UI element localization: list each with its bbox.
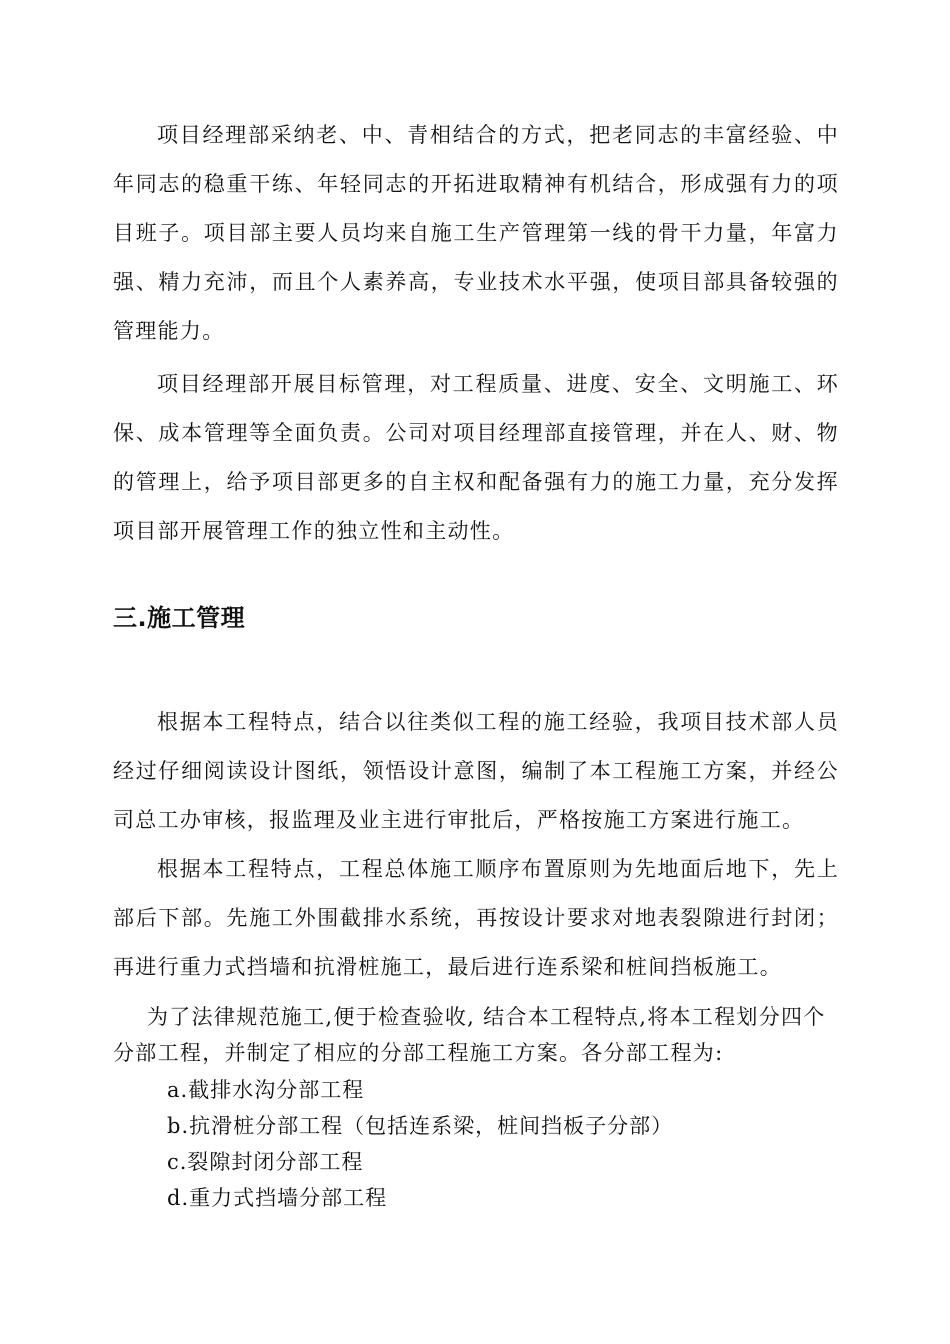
list-item: a.截排水沟分部工程 — [167, 1078, 365, 1102]
team-composition-paragraph: 项目经理部采纳老、中、青相结合的方式，把老同志的丰富经验、中年同志的稳重干练、年轻同志的开拓进取精神有机结合，形成强有力的项目班子。项目部主要人员均来自施工生产管理第一线的骨干力量，年富力强、精力充沛，而且个人素养高，专业技术水平强，使项目部具备较强的管理能力。 — [113, 123, 839, 343]
target-management-paragraph: 项目经理部开展目标管理，对工程质量、进度、安全、文明施工、环保、成本管理等全面负责。公司对项目经理部直接管理，并在人、财、物的管理上，给予项目部更多的自主权和配备强有力的施工力量，充分发挥项目部开展管理工作的独立性和主动性。 — [113, 372, 839, 543]
list-item: b.抗滑桩分部工程（包括连系梁，桩间挡板子分部） — [167, 1114, 674, 1138]
list-item: c.裂隙封闭分部工程 — [167, 1150, 364, 1174]
section-heading-construction-management: 三.施工管理 — [113, 604, 246, 632]
construction-sequence-paragraph: 根据本工程特点，工程总体施工顺序布置原则为先地面后地下，先上部后下部。先施工外围截排水系统，再按设计要求对地表裂隙进行封闭；再进行重力式挡墙和抗滑桩施工，最后进行连系梁和桩间挡板施工。 — [113, 857, 839, 979]
construction-plan-paragraph: 根据本工程特点，结合以往类似工程的施工经验，我项目技术部人员经过仔细阅读设计图纸，领悟设计意图，编制了本工程施工方案，并经公司总工办审核，报监理及业主进行审批后，严格按施工方案进行施工。 — [113, 710, 839, 832]
sub-works-intro-paragraph: 为了法律规范施工,便于检查验收, 结合本工程特点,将本工程划分四个分部工程，并制定了相应的分部工程施工方案。各分部工程为: — [113, 1005, 826, 1065]
sub-works-list — [167, 1072, 673, 1216]
list-item: d.重力式挡墙分部工程 — [167, 1186, 388, 1210]
